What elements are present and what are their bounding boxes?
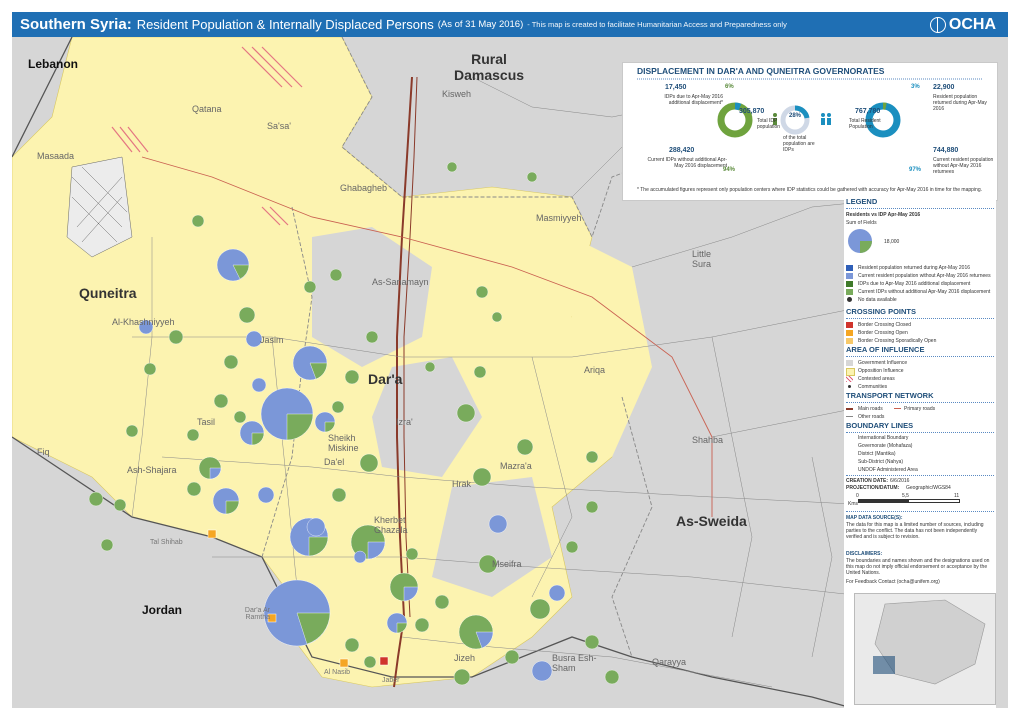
legend-title: LEGEND <box>846 197 878 206</box>
crossing-item-0: Border Crossing Closed <box>858 322 912 328</box>
label-sasa: Sa'sa' <box>267 121 291 131</box>
label-masaada: Masaada <box>37 151 75 161</box>
swatch-idp-current <box>846 289 853 295</box>
label-mazraa: Mazra'a <box>500 461 532 471</box>
influence-item-3: Communities <box>858 384 888 390</box>
label-ghabagheb: Ghabagheb <box>340 183 388 193</box>
boundary-item-1: Governorate (Mohafaza) <box>858 443 913 449</box>
current-resident-label: Current resident population without Apr-May 2016 returnees <box>933 157 994 175</box>
boundary-item-0: International Boundary <box>858 435 909 441</box>
projection-label: PROJECTION/DATUM: <box>846 485 900 491</box>
total-resident-num: 767,780 <box>855 108 881 115</box>
disclaimer-title: DISCLAIMERS: <box>846 551 883 557</box>
title-note: - This map is created to facilitate Humanitarian Access and Preparedness only <box>527 20 787 29</box>
label-hrak: Hrak <box>452 479 472 489</box>
label-sheikh-miskine: Sheikh Miskine <box>328 433 359 453</box>
resident-returned-num: 22,900 <box>933 84 955 91</box>
title-date: (As of 31 May 2016) <box>437 19 524 30</box>
legend-item-4: No data available <box>858 297 897 303</box>
influence-item-2: Contested areas <box>858 376 895 382</box>
idps-num: 17,450 <box>665 84 687 91</box>
label-tasil: Tasil <box>197 417 216 427</box>
label-ash-shajara: Ash-Shajara <box>127 465 177 475</box>
label-busra: Busra Esh-Sham <box>552 653 597 673</box>
inset-map <box>854 593 996 705</box>
crossing-jaber: Jaber <box>382 677 400 684</box>
total-idp-label: Total IDP population <box>757 118 781 130</box>
total-idp-num: 305,870 <box>739 108 765 115</box>
legend-transport-title: TRANSPORT NETWORK <box>846 391 934 400</box>
label-masmiyyeh: Masmiyyeh <box>536 213 582 223</box>
label-dael: Da'el <box>324 457 345 467</box>
influence-item-0: Government Influence <box>858 360 908 366</box>
swatch-idp-new <box>846 281 853 287</box>
title-bold: Southern Syria: <box>20 16 132 33</box>
current-idp-num: 288,420 <box>669 147 695 154</box>
displacement-panel <box>622 62 998 201</box>
crossing-dara-ramtha: Dar'a Ar Ramtha <box>244 607 270 621</box>
label-as-sweida: As-Sweida <box>676 513 747 529</box>
legend-panel: LEGEND Residents vs IDP Apr-May 2016 Sum of Fields 18,000 Resident population returned during Apr-May 2016 Current resident population without Apr-May 2016 returnees IDPs due to Apr-May 2016 additional displacement Current IDPs without additional Apr-May 2016 displacement No data available CROSSING POINTS Border Crossing Closed Border Crossing Open Border Crossing Sporadically Open AREA OF INFLUENCE Government Influence Opposition Influence Contested areas Communities TRANSPORT NETWORK Main roads Primary roads Other roads BOUNDARY LINES International Boundary Governorate (Mohafaza) District (Mantika) Sub-District (Nahya) UNDOF Administered Area CREATION DATE: 6/6/2016 PROJECTION/DATUM: Geographic/WGS84 0 5,5 11 Kms MAP DATA SOURCE(S): The data for this map is a limited number of sources, including parties to the conflict. The data has not been independently verified and is subject to revision. DISCLAIMERS: The boundaries and names shown and the designations used on this map do not imply official endorsement or acceptance by the United Nations. For Feedback Contact (ocha@unifem.org) <box>844 195 996 708</box>
legend-boundary-title: BOUNDARY LINES <box>846 421 914 430</box>
label-fiq: Fiq <box>37 447 50 457</box>
current-resident-num: 744,880 <box>933 147 959 154</box>
ocha-logo: OCHA <box>930 12 996 37</box>
total-resident-label: Total Resident Population <box>849 118 881 130</box>
title-main: Resident Population & Internally Displaced Persons <box>136 17 434 32</box>
swatch-no-data <box>847 297 852 302</box>
legend-crossing-title: CROSSING POINTS <box>846 307 917 316</box>
boundary-item-2: District (Mantika) <box>858 451 896 457</box>
current-idp-label: Current IDPs without additional Apr-May 2016 displacement <box>647 157 727 169</box>
legend-pie-value: 18,000 <box>884 239 900 245</box>
of-total-label: of the total population are IDPs <box>783 135 815 153</box>
disclaimer-text: The boundaries and names shown and the designations used on this map do not imply official endorsement or acceptance by the United Nations. <box>846 558 990 576</box>
legend-item-1: Current resident population without Apr-May 2016 returnees <box>858 273 991 279</box>
transport-item-2: Other roads <box>858 414 885 420</box>
label-jizeh: Jizeh <box>454 653 476 663</box>
undof-area <box>67 157 132 257</box>
label-lebanon: Lebanon <box>28 57 78 71</box>
resident-returned-label: Resident population returned during Apr-May 2016 <box>933 94 987 112</box>
legend-influence-title: AREA OF INFLUENCE <box>846 345 925 354</box>
influence-item-1: Opposition Influence <box>858 368 904 374</box>
label-shahba: Shahba <box>692 435 724 445</box>
label-qarayya: Qarayya <box>652 657 687 667</box>
swatch-returned <box>846 265 853 271</box>
crossing-item-1: Border Crossing Open <box>858 330 908 336</box>
crossing-al-nasib: Al Nasib <box>324 669 351 676</box>
current-idp-pct: 94% <box>723 167 736 173</box>
label-khirbet-ghazala: Kherbet Ghazala <box>374 515 408 535</box>
map-canvas[interactable] <box>12 37 1008 708</box>
scale-unit: Kms <box>848 501 858 507</box>
label-little-sura: Little Sura <box>692 249 712 269</box>
legend-sum-label: Sum of Fields <box>846 220 877 226</box>
label-ariqa: Ariqa <box>584 365 606 375</box>
label-izra: Izra' <box>396 417 413 427</box>
panel-footnote: * The accumulated figures represent only population centers where IDP statistics could be gathered with accuracy for Apr-May 2016 in time for the mapping. <box>637 187 982 193</box>
label-dara: Dar'a <box>368 371 403 387</box>
sources-title: MAP DATA SOURCE(S): <box>846 515 903 521</box>
current-resident-pct: 97% <box>909 167 922 173</box>
crossing-item-2: Border Crossing Sporadically Open <box>858 338 937 344</box>
boundary-item-4: UNDOF Administered Area <box>858 467 918 473</box>
creation-value: 6/6/2016 <box>890 478 910 484</box>
projection-value: Geographic/WGS84 <box>906 485 951 491</box>
of-total-pct: 28% <box>789 113 802 119</box>
label-rural-damascus: Rural Damascus <box>454 51 525 83</box>
legend-item-0: Resident population returned during Apr-May 2016 <box>858 265 971 271</box>
label-as-sanamayn: As-Sanamayn <box>372 277 429 287</box>
transport-item-0: Main roads <box>858 406 883 412</box>
crossing-tal-shihab: Tal Shihab <box>150 539 183 546</box>
creation-label: CREATION DATE: <box>846 478 889 484</box>
legend-pie-title: Residents vs IDP Apr-May 2016 <box>846 212 921 218</box>
legend-item-3: Current IDPs without additional Apr-May 2016 displacement <box>858 289 991 295</box>
legend-sample-pie <box>846 227 876 257</box>
idps-pct: 6% <box>725 84 734 90</box>
scale-bar <box>858 499 960 503</box>
opposition-area-east <box>572 237 652 457</box>
label-kisweh: Kisweh <box>442 89 472 99</box>
resident-pct: 3% <box>911 84 920 90</box>
label-mseifra: Mseifra <box>492 559 522 569</box>
label-al-khashniyyeh: Al-Khashniyyeh <box>112 317 175 327</box>
swatch-current-resident <box>846 273 853 279</box>
un-globe-icon <box>930 17 946 33</box>
sources-text: The data for this map is a limited number of sources, including parties to the conflict. The data has not been independently verified and is subject to revision. <box>846 522 984 540</box>
label-jordan: Jordan <box>142 603 183 617</box>
idps-label: IDPs due to Apr-May 2016 additional displacement* <box>664 94 723 106</box>
boundary-item-3: Sub-District (Nahya) <box>858 459 904 465</box>
label-quneitra: Quneitra <box>79 285 137 301</box>
label-qatana: Qatana <box>192 104 222 114</box>
transport-item-1: Primary roads <box>904 406 936 412</box>
title-bar <box>12 12 1008 37</box>
panel-title: DISPLACEMENT IN DAR'A AND QUNEITRA GOVERNORATES <box>637 66 885 76</box>
feedback-contact[interactable]: For Feedback Contact (ocha@unifem.org) <box>846 579 940 585</box>
legend-item-2: IDPs due to Apr-May 2016 additional displacement <box>858 281 971 287</box>
label-jasim: Jasim <box>260 335 284 345</box>
